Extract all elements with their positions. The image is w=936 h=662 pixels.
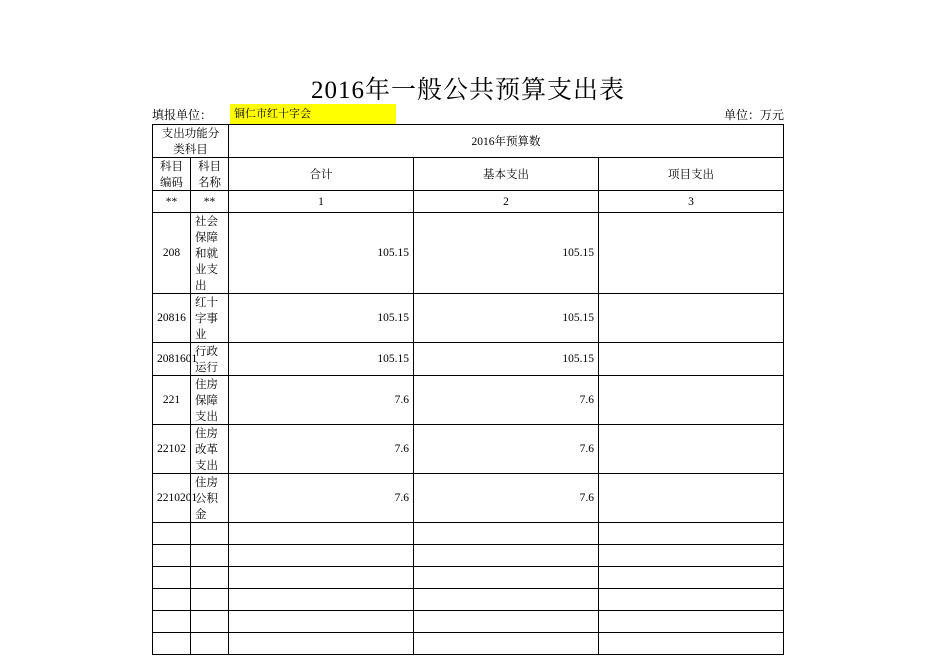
header-num-name: ** [191, 191, 229, 213]
cell-name: 红十字事业 [191, 294, 229, 343]
table-row [153, 213, 784, 294]
cell-name [191, 567, 229, 589]
table-row [153, 343, 784, 376]
header-group-expenditure-category: 支出功能分类科目 [153, 125, 229, 158]
cell-total: 7.6 [229, 474, 414, 523]
cell-project [599, 567, 784, 589]
header-group-budget-2016: 2016年预算数 [229, 125, 784, 158]
cell-project [599, 376, 784, 425]
table-header-numbers-row [153, 191, 784, 213]
cell-name: 行政运行 [191, 343, 229, 376]
cell-code [153, 545, 191, 567]
filler-unit-value[interactable]: 铜仁市红十字会 [230, 104, 396, 124]
cell-basic [414, 611, 599, 633]
cell-name [191, 611, 229, 633]
header-num-total: 1 [229, 191, 414, 213]
cell-code [153, 523, 191, 545]
budget-table [152, 124, 784, 655]
table-row [153, 474, 784, 523]
cell-name: 住房公积金 [191, 474, 229, 523]
cell-project [599, 474, 784, 523]
table-row [153, 545, 784, 567]
amount-unit-note: 单位：万元 [723, 108, 784, 122]
table-row [153, 567, 784, 589]
cell-basic: 7.6 [414, 425, 599, 474]
cell-code: 2210201 [153, 474, 191, 523]
cell-basic: 105.15 [414, 213, 599, 294]
cell-code: 221 [153, 376, 191, 425]
header-col-project: 项目支出 [599, 158, 784, 191]
cell-total [229, 545, 414, 567]
cell-name: 住房保障支出 [191, 376, 229, 425]
cell-code: 208 [153, 213, 191, 294]
cell-total [229, 523, 414, 545]
cell-total [229, 633, 414, 655]
table-row [153, 294, 784, 343]
cell-basic: 105.15 [414, 294, 599, 343]
cell-total: 105.15 [229, 213, 414, 294]
cell-name [191, 545, 229, 567]
cell-code [153, 611, 191, 633]
cell-total [229, 567, 414, 589]
table-row [153, 633, 784, 655]
table-row [153, 523, 784, 545]
cell-basic [414, 633, 599, 655]
cell-project [599, 589, 784, 611]
cell-code: 20816 [153, 294, 191, 343]
filler-unit-label: 填报单位： [152, 108, 213, 122]
table-row [153, 589, 784, 611]
header-num-code: ** [153, 191, 191, 213]
cell-code [153, 589, 191, 611]
cell-total [229, 611, 414, 633]
cell-basic [414, 567, 599, 589]
header-num-basic: 2 [414, 191, 599, 213]
cell-project [599, 611, 784, 633]
table-row [153, 376, 784, 425]
cell-name: 社会保障和就业支出 [191, 213, 229, 294]
table-header-columns-row [153, 158, 784, 191]
cell-basic: 7.6 [414, 376, 599, 425]
cell-code: 22102 [153, 425, 191, 474]
cell-basic: 105.15 [414, 343, 599, 376]
table-row [153, 425, 784, 474]
page-title: 2016年一般公共预算支出表 [310, 77, 625, 104]
cell-project [599, 545, 784, 567]
cell-basic [414, 545, 599, 567]
cell-name [191, 633, 229, 655]
cell-name: 住房改革支出 [191, 425, 229, 474]
cell-basic [414, 523, 599, 545]
cell-total [229, 589, 414, 611]
cell-total: 7.6 [229, 425, 414, 474]
cell-project [599, 343, 784, 376]
cell-project [599, 213, 784, 294]
header-col-code: 科目编码 [153, 158, 191, 191]
cell-basic [414, 589, 599, 611]
header-num-project: 3 [599, 191, 784, 213]
cell-project [599, 523, 784, 545]
cell-total: 7.6 [229, 376, 414, 425]
table-header-group-row [153, 125, 784, 158]
cell-project [599, 294, 784, 343]
header-col-name: 科目名称 [191, 158, 229, 191]
meta-row [152, 104, 784, 124]
table-row [153, 611, 784, 633]
cell-project [599, 633, 784, 655]
cell-total: 105.15 [229, 343, 414, 376]
cell-total: 105.15 [229, 294, 414, 343]
cell-code: 2081601 [153, 343, 191, 376]
cell-code [153, 633, 191, 655]
cell-name [191, 523, 229, 545]
cell-code [153, 567, 191, 589]
cell-basic: 7.6 [414, 474, 599, 523]
cell-name [191, 589, 229, 611]
cell-project [599, 425, 784, 474]
header-col-basic: 基本支出 [414, 158, 599, 191]
header-col-total: 合计 [229, 158, 414, 191]
